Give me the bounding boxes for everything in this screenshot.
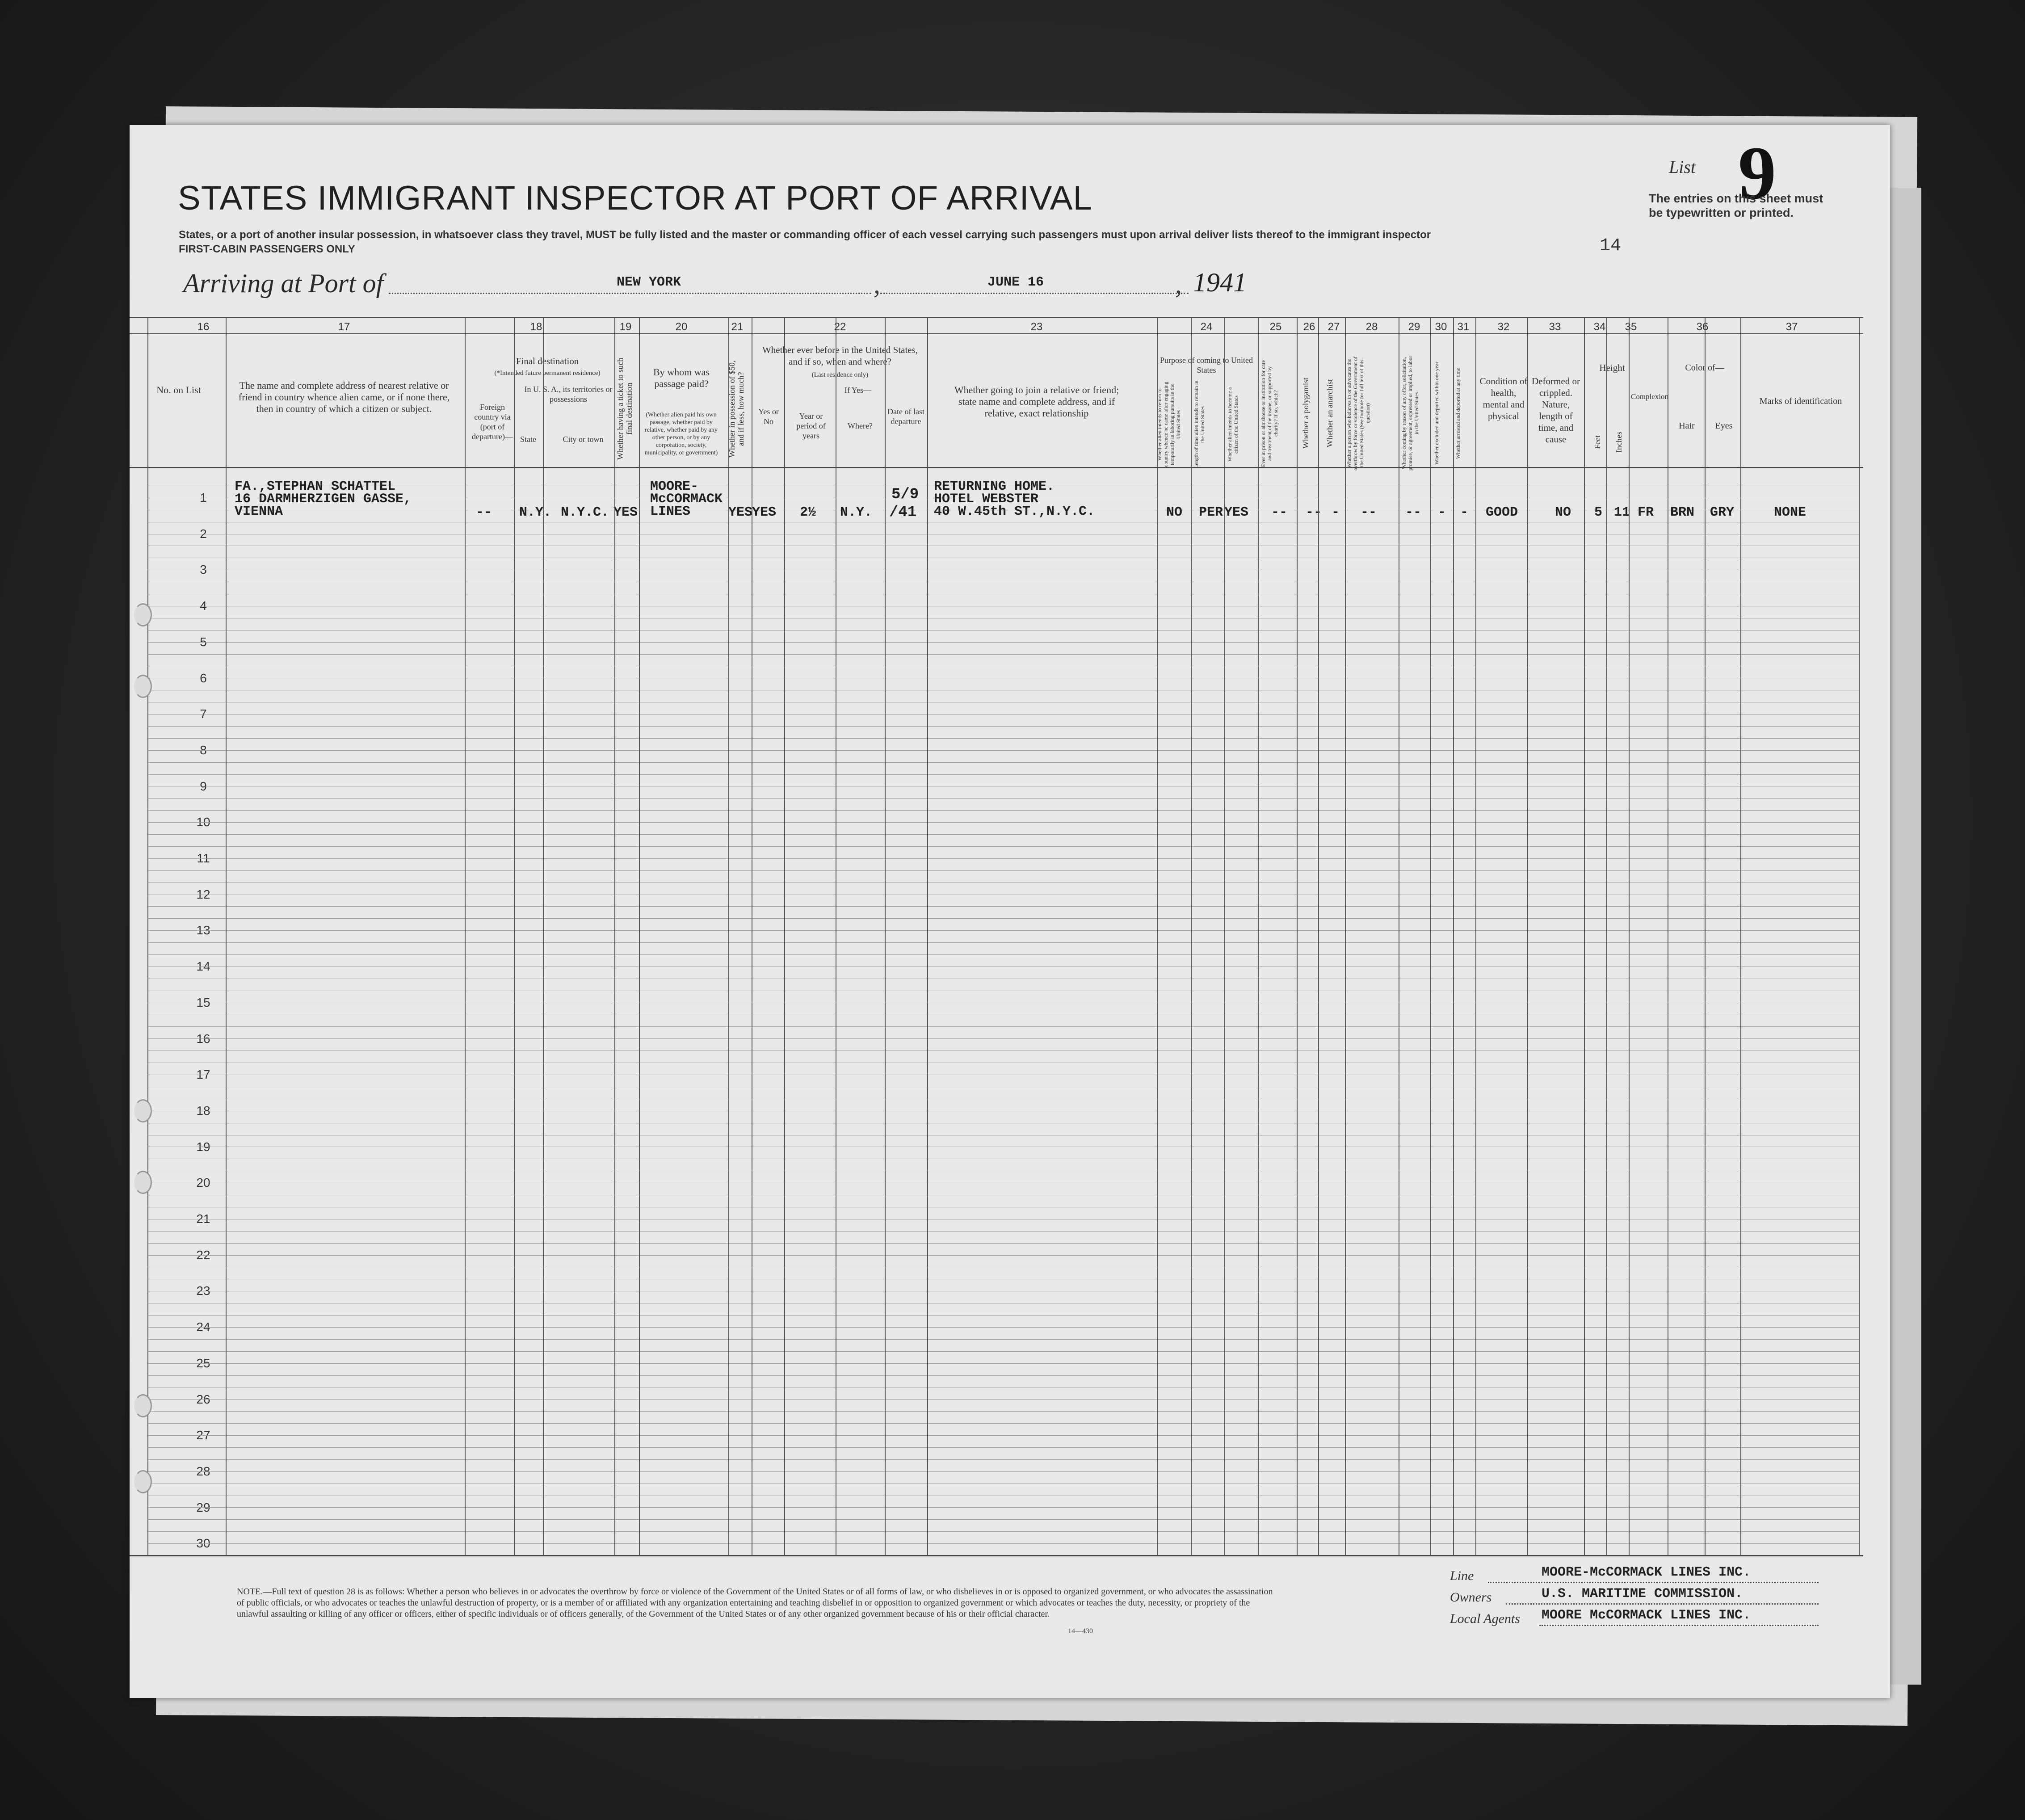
ruled-line (147, 798, 1859, 799)
column-number: 35 (1625, 321, 1637, 333)
column-number: 16 (197, 321, 210, 333)
entry-eyes: GRY (1710, 505, 1735, 520)
header-health: Condition of health, mental and physical (1479, 376, 1528, 421)
column-number: 17 (338, 321, 350, 333)
header-purpose-return: Whether alien intends to return to country whence he came after engaging temporarily in laboring pursuits in the United States (1156, 382, 1181, 467)
row-number: 26 (196, 1392, 210, 1406)
list-note-line-1: The entries on this sheet must (1649, 192, 1823, 205)
row-number: 23 (196, 1284, 210, 1298)
ruled-line (147, 942, 1859, 943)
column-rule (226, 317, 227, 1555)
entry-departure-top: 5/9 (891, 486, 919, 503)
owners-field-line (1506, 1603, 1819, 1605)
column-number: 23 (1030, 321, 1043, 333)
ruled-line (147, 1435, 1859, 1436)
column-number: 20 (675, 321, 688, 333)
ruled-line (147, 726, 1859, 727)
column-rule (1606, 317, 1607, 1555)
row-rule (130, 333, 1863, 334)
entry-complexion: FR (1638, 505, 1654, 520)
owners-label: Owners (1450, 1590, 1492, 1605)
agents-field-line (1539, 1625, 1819, 1626)
column-number: 28 (1365, 321, 1378, 333)
entry-ticket: YES (613, 505, 638, 520)
column-rule (639, 317, 640, 1555)
row-number: 10 (196, 815, 210, 829)
header-in-usa: In U. S. A., its territories or possessions (524, 385, 613, 404)
entry-join-line-3: 40 W.45th ST.,N.Y.C. (934, 504, 1095, 519)
entry-feet: 5 (1594, 505, 1603, 520)
column-number: 37 (1786, 321, 1798, 333)
header-join-relative: Whether going to join a relative or friend; state name and complete address, and if relative, exact relationship (954, 384, 1119, 419)
column-rule (614, 317, 615, 1555)
binder-hole (134, 1171, 152, 1194)
column-rule (1475, 317, 1476, 1555)
column-rule (1629, 317, 1630, 1555)
entry-citizen: YES (1224, 505, 1249, 520)
entry-deformed: NO (1555, 505, 1571, 520)
column-number: 24 (1200, 321, 1213, 333)
row-number: 15 (196, 995, 210, 1009)
entry-years: 2½ (800, 505, 816, 520)
row-number: 18 (196, 1103, 210, 1118)
entry-relative-line-2: 16 DARMHERZIGEN GASSE, (235, 492, 412, 507)
column-number: 19 (619, 321, 632, 333)
header-departure-date: Date of last departure (887, 407, 924, 426)
header-purpose: Purpose of coming to United States (1160, 356, 1253, 374)
ruled-line (147, 1375, 1859, 1376)
column-rule (1318, 317, 1319, 1555)
entry-marks: NONE (1774, 505, 1807, 520)
column-number: 25 (1269, 321, 1282, 333)
column-number: 27 (1328, 321, 1340, 333)
column-rule (1705, 317, 1706, 1555)
row-number: 11 (197, 851, 210, 865)
row-number: 21 (196, 1212, 210, 1226)
date-value: JUNE 16 (987, 275, 1044, 290)
ruled-line (147, 1315, 1859, 1316)
header-eyes: Eyes (1715, 421, 1733, 431)
header-marks: Marks of identification (1759, 396, 1842, 406)
row-rule (130, 317, 1863, 318)
comma-separator: , (1175, 269, 1182, 299)
header-years: Year or period of years (796, 412, 826, 440)
entry-relative-line-3: VIENNA (235, 504, 283, 519)
binder-hole (134, 1394, 152, 1417)
header-relative-address: The name and complete address of nearest relative or friend in country whence alien came, or if none there, then in country of which a citizen or subject. (238, 380, 450, 414)
manifest-table (130, 317, 1863, 1685)
ruled-line (147, 954, 1859, 955)
row-number: 8 (200, 743, 207, 757)
entry-relative-line-1: FA.,STEPHAN SCHATTEL (235, 479, 396, 494)
column-rule (1157, 317, 1158, 1555)
row-number: 25 (196, 1356, 210, 1370)
column-number: 32 (1497, 321, 1510, 333)
ruled-line (147, 930, 1859, 931)
row-number: 12 (196, 887, 210, 901)
manifest-page (130, 125, 1890, 1698)
header-excluded: Whether excluded and deported within one year (1433, 361, 1440, 465)
header-feet: Feet (1593, 435, 1602, 450)
ruled-line (147, 1363, 1859, 1364)
row-number: 19 (196, 1139, 210, 1154)
header-deformed: Deformed or crippled. Nature, length of time, and cause (1532, 376, 1580, 445)
header-ticket: Whether having a ticket to such final destination (616, 357, 634, 460)
column-number: 31 (1457, 321, 1470, 333)
column-rule (543, 317, 544, 1555)
ruled-line (147, 870, 1859, 871)
year-value: 1941 (1193, 268, 1247, 297)
entry-paid-line-1: MOORE- (650, 479, 699, 494)
header-where: Where? (848, 421, 873, 430)
ruled-line (147, 1411, 1859, 1412)
header-state: State (520, 435, 536, 444)
list-secondary-number: 14 (1600, 236, 1622, 256)
entry-offer-labor: -- (1405, 505, 1422, 520)
column-number: 22 (834, 321, 846, 333)
ruled-line (147, 822, 1859, 823)
header-anarchist: Whether an anarchist (1325, 379, 1334, 448)
entry-health: GOOD (1486, 505, 1518, 520)
row-number: 14 (196, 959, 210, 974)
ruled-line (147, 714, 1859, 715)
column-rule (147, 317, 148, 1555)
header-yes-no: Yes or No (758, 407, 779, 426)
ruled-line (147, 1026, 1859, 1027)
column-rule (1740, 317, 1741, 1555)
ruled-line (147, 846, 1859, 847)
entry-join-line-1: RETURNING HOME. (934, 479, 1055, 494)
column-number: 29 (1408, 321, 1420, 333)
entry-state: N.Y. (519, 505, 552, 520)
form-id: 14—430 (1068, 1627, 1093, 1635)
column-rule (1859, 317, 1860, 1555)
entry-where: N.Y. (840, 505, 873, 520)
agents-value: MOORE McCORMACK LINES INC. (1542, 1608, 1751, 1623)
column-rule (1191, 317, 1192, 1555)
ruled-line (147, 810, 1859, 811)
row-number: 1 (200, 491, 207, 504)
header-deported: Whether arrested and deported at any time (1455, 368, 1461, 459)
header-final-destination-sub: (*Intended future permanent residence) (494, 370, 601, 377)
column-number: 18 (530, 321, 542, 333)
header-passage-paid: By whom was passage paid? (653, 366, 710, 389)
ruled-line (147, 774, 1859, 775)
header-ever-before-sub: (Last residence only) (811, 371, 869, 378)
list-number: 9 (1738, 131, 1776, 215)
line-label: Line (1450, 1568, 1474, 1583)
cabin-class-line: FIRST-CABIN PASSENGERS ONLY (179, 243, 355, 255)
entry-paid-line-3: LINES (650, 504, 691, 519)
ruled-line (147, 906, 1859, 907)
line-field-line (1488, 1582, 1819, 1583)
row-number: 9 (200, 779, 207, 793)
entry-overthrow: -- (1361, 505, 1377, 520)
header-overthrow: Whether a person who believes in or advocates the overthrow by force or violence of the Government of the United States (See footnote for full text of this question) (1346, 356, 1371, 471)
row-number: 20 (196, 1176, 210, 1190)
entry-polygamist: -- (1306, 505, 1322, 520)
row-number: 16 (196, 1031, 210, 1046)
column-number: 21 (731, 321, 744, 333)
binder-hole (134, 675, 152, 698)
column-rule (1584, 317, 1585, 1555)
entry-city: N.Y.C. (561, 505, 609, 520)
ruled-line (147, 1507, 1859, 1508)
column-rule (1453, 317, 1454, 1555)
entry-prison: -- (1271, 505, 1288, 520)
column-rule (885, 317, 886, 1555)
row-number: 30 (196, 1536, 210, 1551)
column-rule (514, 317, 515, 1555)
ruled-line (147, 1519, 1859, 1520)
header-offer-labor: Whether coming by reason of any offer, solicitation, promise, or agreement, expressed or implied, to labor in the United States (1401, 356, 1420, 471)
entry-join-line-2: HOTEL WEBSTER (934, 492, 1039, 507)
ruled-line (147, 1471, 1859, 1472)
list-note (1649, 191, 1823, 220)
binder-hole (134, 603, 152, 626)
entry-excluded: - (1438, 505, 1446, 520)
notice-line: States, or a port of another insular possession, in whatsoever class they travel, MUST be fully listed and the master or commanding officer of each vessel carrying such passengers must upon arrival deliver lists thereof to the immigrant inspector (179, 229, 1431, 241)
column-number: 30 (1435, 321, 1447, 333)
owners-value: U.S. MARITIME COMMISSION. (1542, 1586, 1743, 1601)
column-rule (1527, 317, 1528, 1555)
column-rule (728, 317, 729, 1555)
header-city: City or town (563, 435, 604, 444)
column-rule (465, 317, 466, 1555)
ruled-line (147, 1327, 1859, 1328)
ruled-line (147, 858, 1859, 859)
binder-hole (134, 1470, 152, 1493)
entry-hair: BRN (1670, 505, 1695, 520)
header-inches: Inches (1614, 432, 1623, 453)
header-final-destination: Final destination (516, 356, 579, 366)
header-height: Height (1599, 362, 1625, 373)
port-value: NEW YORK (617, 275, 681, 290)
column-number: 33 (1549, 321, 1561, 333)
ruled-line (147, 738, 1859, 739)
ruled-line (147, 1447, 1859, 1448)
list-note-line-2: be typewritten or printed. (1649, 206, 1794, 219)
column-number: 34 (1593, 321, 1606, 333)
header-foreign-via: Foreign country via (port of departure)— (472, 403, 513, 441)
header-if-yes: If Yes— (844, 386, 871, 395)
row-number: 27 (196, 1428, 210, 1442)
ruled-line (147, 750, 1859, 751)
header-color-of: Color of— (1685, 363, 1724, 373)
entry-before-yes-no: YES (752, 505, 777, 520)
row-number: 28 (196, 1464, 210, 1478)
comma-separator: , (874, 269, 880, 299)
header-prison: Ever in prison or almshouse or institution for care and treatment of the insane, or supported by charity? If so, which? (1260, 360, 1279, 467)
row-number: 4 (200, 599, 207, 613)
row-rule (130, 1555, 1863, 1556)
column-number: 36 (1696, 321, 1709, 333)
agents-label: Local Agents (1450, 1611, 1520, 1626)
ruled-line (147, 762, 1859, 763)
line-value: MOORE-McCORMACK LINES INC. (1542, 1565, 1751, 1580)
ruled-line (147, 1531, 1859, 1532)
footer-note: NOTE.—Full text of question 28 is as follows: Whether a person who believes in or advocates the overthrow by force or violence of the Government of the United States or of all forms of law, or who disbelieves in or is opposed to organized government, or who advocates the assassination of public officials, or who advocates or teaches the unlawful destruction of property, or is a member of or affiliated with any organization entertaining and teaching disbelief in or opposition to organized government or which advocates or teaches the duty, necessity, or propriety of the unlawful assaulting or killing of any officer or officers, either of specific individuals or of officers generally, of the Government of the United States or of any other organized government because of his or their official character. (237, 1587, 1273, 1619)
column-rule (1258, 317, 1259, 1555)
column-rule (784, 317, 785, 1555)
row-number: 29 (196, 1500, 210, 1514)
entry-deported: - (1460, 505, 1469, 520)
row-number: 6 (200, 671, 207, 685)
column-rule (1345, 317, 1346, 1555)
entry-departure-bottom: /41 (889, 504, 917, 521)
ruled-line (147, 834, 1859, 835)
ruled-line (147, 654, 1859, 655)
entry-return: NO (1166, 505, 1183, 520)
ruled-line (147, 1231, 1859, 1232)
ruled-line (147, 918, 1859, 919)
header-money: Whether in possession of $50, and if less, how much? (727, 360, 745, 458)
column-rule (1224, 317, 1225, 1555)
header-purpose-length: Length of time alien intends to remain in the United States (1193, 380, 1206, 469)
row-number: 5 (200, 635, 207, 649)
header-passage-paid-sub: (Whether alien paid his own passage, whether paid by relative, whether paid by any other person, or by any corporation, society, municipality, or government) (644, 412, 718, 456)
ruled-line (147, 1038, 1859, 1039)
column-rule (927, 317, 928, 1555)
column-number: 26 (1303, 321, 1315, 333)
entry-length: PER (1199, 505, 1223, 520)
entry-paid-line-2: McCORMACK (650, 492, 723, 507)
port-field-line (389, 293, 871, 294)
ruled-line (147, 642, 1859, 643)
date-field-line (880, 293, 1189, 294)
entry-anarchist: - (1332, 505, 1340, 520)
ruled-line (147, 1255, 1859, 1256)
binder-hole (134, 1099, 152, 1122)
ruled-line (147, 1543, 1859, 1544)
row-number: 24 (196, 1320, 210, 1334)
header-no-on-list: No. on List (156, 384, 201, 395)
ruled-line (147, 1339, 1859, 1340)
row-number: 22 (196, 1248, 210, 1262)
ruled-line (147, 1399, 1859, 1400)
column-rule (1430, 317, 1431, 1555)
ruled-line (147, 1351, 1859, 1352)
row-number: 7 (200, 707, 207, 721)
header-polygamist: Whether a polygamist (1301, 378, 1310, 449)
entry-money: YES (728, 505, 753, 520)
column-rule (1297, 317, 1298, 1555)
row-number: 17 (196, 1068, 210, 1082)
header-complexion: Complexion (1631, 392, 1669, 401)
arriving-label: Arriving at Port of (183, 269, 384, 298)
entry-foreign-via: -- (476, 505, 492, 520)
entry-inches: 11 (1614, 505, 1630, 520)
list-label: List (1669, 157, 1696, 177)
row-number: 3 (200, 563, 207, 577)
ruled-line (147, 1243, 1859, 1244)
page-title: STATES IMMIGRANT INSPECTOR AT PORT OF ARRIVAL (178, 179, 1092, 217)
header-ever-before: Whether ever before in the United States, and if so, when and where? (762, 345, 918, 367)
ruled-line (147, 1423, 1859, 1424)
header-hair: Hair (1679, 421, 1695, 431)
row-number: 13 (196, 923, 210, 937)
row-rule (130, 467, 1863, 468)
row-number: 2 (200, 526, 207, 541)
ruled-line (147, 1459, 1859, 1460)
header-purpose-citizen: Whether alien intends to become a citizen of the United States (1227, 387, 1239, 462)
